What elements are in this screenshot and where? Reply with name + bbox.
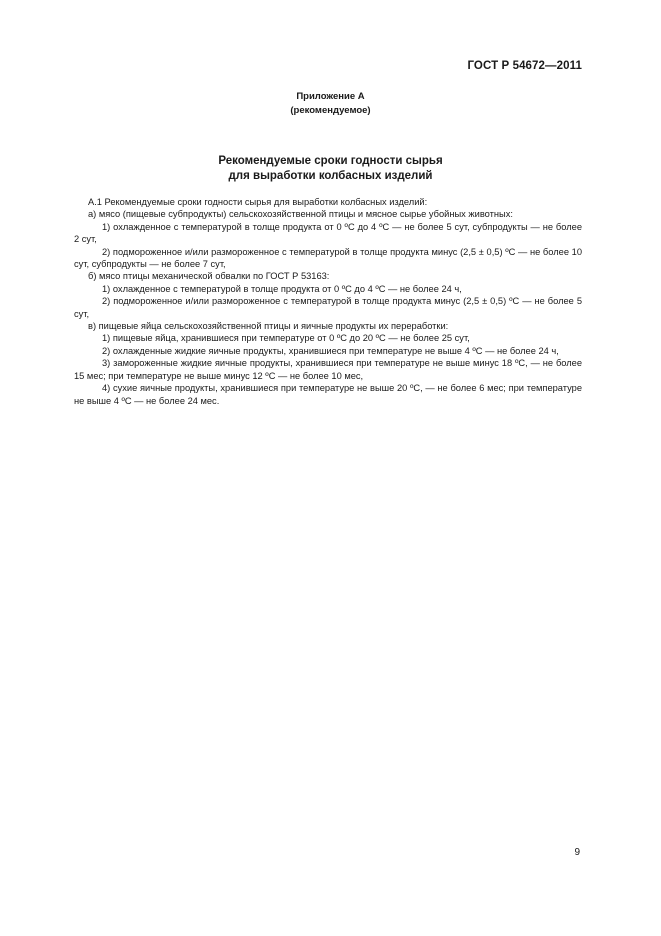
annex-title-line1: Рекомендуемые сроки годности сырья	[218, 155, 443, 167]
annex-title-line2: для выработки колбасных изделий	[228, 169, 433, 182]
paragraph-item-b: б) мясо птицы механической обвалки по ГОСТ Р 53163:	[88, 271, 330, 282]
annex-title	[0, 154, 661, 183]
paragraph-item-c4: 4) сухие яичные продукты, хранившиеся при температуре не выше 20 ºС, — не более 6 мес; при температуре не выше 4 ºС — не более 24 мес.	[74, 383, 582, 406]
paragraph-item-a: а) мясо (пищевые субпродукты) сельскохозяйственной птицы и мясное сырье убойных животных:	[88, 209, 513, 220]
document-code: ГОСТ Р 54672—2011	[467, 60, 582, 72]
annex-status: (рекомендуемое)	[290, 104, 371, 116]
page-number: 9	[574, 847, 580, 858]
paragraph-a1: А.1 Рекомендуемые сроки годности сырья для выработки колбасных изделий:	[88, 197, 428, 207]
annex-heading	[0, 90, 661, 117]
document-body	[74, 196, 582, 407]
paragraph-item-c2: 2) охлажденные жидкие яичные продукты, хранившиеся при температуре не выше 4 ºС — не более 24 ч,	[102, 345, 559, 356]
paragraph-item-c: в) пищевые яйца сельскохозяйственной птицы и яичные продукты их переработки:	[88, 321, 449, 332]
annex-label: Приложение А	[296, 91, 365, 102]
paragraph-item-b1: 1) охлажденное с температурой в толще продукта от 0 ºС до 4 ºС — не более 24 ч,	[102, 283, 462, 294]
paragraph-item-c3: 3) замороженные жидкие яичные продукты, хранившиеся при температуре не выше минус 18 ºС, — не более 15 мес; при температуре не выше минус 12 ºС — не более 10 мес,	[74, 358, 582, 381]
paragraph-item-a2: 2) подмороженное и/или размороженное с температурой в толще продукта минус (2,5 ± 0,5) ºС — не более 10 сут, субпродукты — не более 7 сут,	[74, 246, 582, 270]
paragraph-item-c1: 1) пищевые яйца, хранившиеся при температуре от 0 ºС до 20 ºС — не более 25 сут,	[102, 333, 470, 344]
paragraph-item-b2: 2) подмороженное и/или размороженное с температурой в толще продукта минус (2,5 ± 0,5) ºС — не более 5 сут,	[74, 296, 582, 319]
paragraph-item-a1: 1) охлажденное с температурой в толще продукта от 0 ºС до 4 ºС — не более 5 сут, субпродукты — не более 2 сут,	[74, 221, 582, 245]
